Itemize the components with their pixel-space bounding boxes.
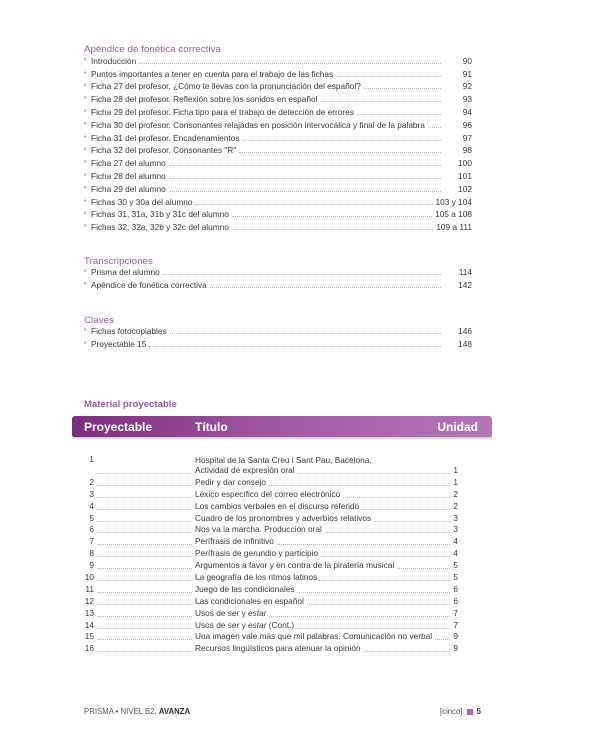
row-title: Pedir y dar consejo	[195, 476, 267, 487]
row-unit: 4	[453, 536, 458, 547]
toc-label: Ficha 28 del profesor. Reflexión sobre los sonidos en español	[91, 94, 318, 105]
row-title: Perífrasis de infinitivo	[195, 536, 274, 547]
transcripciones-title: Transcripciones	[84, 256, 153, 267]
footer-brand-name: PRISMA	[84, 707, 114, 716]
toc-row: • Fichas 30 y 30a del alumno 103 y 104	[84, 196, 472, 207]
table-row	[84, 571, 460, 583]
toc-row: • Ficha 27 del alumno 100	[84, 158, 472, 169]
row-unit: 5	[453, 572, 458, 583]
row-number: 14	[84, 619, 94, 630]
row-unit: 5	[453, 560, 458, 571]
toc-label: Fichas 32, 32a, 32b y 32c del alumno	[91, 222, 229, 233]
toc-row: • Ficha 30 del profesor. Consonantes relajadas en posición intervocálica y final de la palabra 96	[84, 119, 472, 130]
footer-level-name: AVANZA	[158, 707, 191, 716]
row-unit: 9	[453, 643, 458, 654]
table-row	[84, 559, 460, 571]
row-unit: 3	[453, 512, 458, 523]
table-row	[84, 535, 460, 547]
material-table	[84, 453, 460, 654]
toc-page: 96	[462, 119, 472, 130]
row-number: 15	[84, 631, 94, 642]
toc-row: • Ficha 28 del alumno 101	[84, 170, 472, 181]
toc-page: 148	[458, 338, 472, 349]
toc-label: Ficha 32 del profesor. Consonantes "R"	[91, 145, 237, 156]
toc-label: Fichas 30 y 30a del alumno	[91, 196, 193, 207]
row-unit: 4	[453, 548, 458, 559]
row-number: 6	[89, 524, 94, 535]
toc-label: Prisma del alumno	[91, 266, 160, 277]
toc-row: • Introducción 90	[84, 55, 472, 66]
toc-page: 97	[462, 132, 472, 143]
table-row	[84, 476, 460, 488]
toc-page: 146	[458, 325, 472, 336]
toc-label: Ficha 30 del profesor. Consonantes relajadas en posición intervocálica y final de la palabra	[91, 119, 425, 130]
toc-page: 92	[462, 81, 472, 92]
row-title: Nos va la marcha. Producción oral	[195, 524, 322, 535]
toc-row: • Fichas 31, 31a, 31b y 31c del alumno 105 a 108	[84, 209, 472, 220]
table-row	[84, 642, 460, 654]
toc-page: 105 a 108	[435, 209, 472, 220]
table-row	[84, 583, 460, 595]
toc-page: 103 y 104	[435, 196, 472, 207]
toc-label: Ficha 27 del profesor. ¿Cómo te llevas con la pronunciación del español?	[91, 81, 361, 92]
footer-bullet: •	[115, 707, 119, 716]
transcripciones-list	[84, 264, 472, 290]
row-title: Argumentos a favor y en contra de la piratería musical	[195, 560, 395, 571]
table-row	[84, 607, 460, 619]
row-number: 2	[89, 476, 94, 487]
toc-page: 114	[458, 266, 472, 277]
claves-title: Claves	[84, 315, 114, 326]
row-number: 12	[84, 595, 94, 606]
table-row	[84, 512, 460, 524]
toc-row: • Ficha 27 del profesor. ¿Cómo te llevas con la pronunciación del español? 92	[84, 81, 472, 92]
square-icon	[467, 709, 473, 715]
claves-list	[84, 323, 472, 349]
table-row	[84, 547, 460, 559]
row-unit: 7	[453, 619, 458, 630]
row-title: Usos de ser y estar	[195, 607, 267, 618]
footer-page	[440, 707, 481, 716]
row-unit: 2	[453, 488, 458, 499]
toc-row: • Fichas 32, 32a, 32b y 32c del alumno 109 a 111	[84, 222, 472, 233]
row-title: Cuadro de los pronombres y adverbios relativos	[195, 512, 372, 523]
toc-label: Fichas fotocopiables	[91, 325, 167, 336]
toc-row: • Fichas fotocopiables 146	[84, 325, 472, 336]
toc-page: 90	[462, 55, 472, 66]
table-row	[84, 453, 460, 476]
row-title: Perífrasis de gerundio y participio	[195, 548, 319, 559]
row-title: Las condicionales en español	[195, 595, 304, 606]
row-title: La geografía de los ritmos latinos	[195, 572, 318, 583]
toc-row: • Puntos importantes a tener en cuenta para el trabajo de las fichas 91	[84, 68, 472, 79]
row-number: 13	[84, 607, 94, 618]
row-title: Usos de ser y estar (Cont.)	[195, 619, 295, 630]
toc-label: Proyectable 15	[91, 338, 147, 349]
toc-page: 94	[462, 106, 472, 117]
row-unit: 1	[453, 476, 458, 487]
header-titulo: Título	[195, 420, 228, 434]
toc-row: • Prisma del alumno 114	[84, 266, 472, 277]
row-title: Una imagen vale más que mil palabras. Comunicación no verbal	[195, 631, 433, 642]
footer-level: NIVEL B2.	[120, 707, 157, 716]
toc-page: 91	[462, 68, 472, 79]
row-number: 9	[89, 560, 94, 571]
toc-page: 98	[462, 145, 472, 156]
row-title: Los cambios verbales en el discurso referido	[195, 500, 360, 511]
toc-page: 101	[458, 170, 472, 181]
toc-row: • Ficha 32 del profesor. Consonantes "R" 98	[84, 145, 472, 156]
toc-label: Ficha 29 del profesor. Ficha tipo para el trabajo de detección de errores	[91, 106, 354, 117]
row-title-line2: Actividad de expresión oral	[195, 465, 295, 475]
toc-row: • Ficha 31 del profesor. Encadenamientos 97	[84, 132, 472, 143]
header-shadow	[72, 437, 492, 440]
row-title: Léxico específico del correo electrónico	[195, 488, 341, 499]
toc-row: • Ficha 28 del profesor. Reflexión sobre los sonidos en español 93	[84, 94, 472, 105]
apendice-title: Apéndice de fonética correctiva	[84, 44, 221, 55]
row-number: 4	[89, 500, 94, 511]
row-title	[195, 455, 372, 475]
row-number: 8	[89, 548, 94, 559]
header-unidad: Unidad	[437, 420, 478, 434]
toc-page: 109 a 111	[436, 222, 472, 233]
row-unit: 1	[453, 465, 458, 475]
toc-label: Fichas 31, 31a, 31b y 31c del alumno	[91, 209, 229, 220]
toc-row: • Ficha 29 del alumno 102	[84, 183, 472, 194]
row-number: 11	[85, 583, 94, 594]
row-unit: 2	[453, 500, 458, 511]
toc-label: Puntos importantes a tener en cuenta para el trabajo de las fichas	[91, 68, 334, 79]
table-row	[84, 500, 460, 512]
toc-label: Apéndice de fonética correctiva	[91, 279, 207, 290]
material-table-header	[72, 416, 492, 437]
table-row	[84, 488, 460, 500]
toc-label: Introducción	[91, 55, 137, 66]
toc-label: Ficha 28 del alumno	[91, 170, 166, 181]
toc-page: 142	[458, 279, 472, 290]
apendice-list	[84, 53, 472, 232]
footer-page-number: 5	[476, 707, 481, 716]
table-row	[84, 595, 460, 607]
material-title: Material proyectable	[84, 399, 177, 410]
row-title-line1: Hospital de la Santa Creu i Sant Pau, Bacelona.	[195, 455, 372, 465]
row-number: 3	[89, 488, 94, 499]
row-title: Recursos lingüísticos para atenuar la opinión	[195, 643, 361, 654]
row-number: 1	[89, 454, 94, 464]
toc-page: 102	[458, 183, 472, 194]
row-unit: 3	[453, 524, 458, 535]
toc-label: Ficha 27 del alumno	[91, 158, 166, 169]
header-proyectable: Proyectable	[84, 420, 153, 434]
row-unit: 9	[453, 631, 458, 642]
row-number: 5	[89, 512, 94, 523]
footer-page-word: [cinco]	[440, 707, 463, 716]
row-title: Juego de las condicionales	[195, 583, 295, 594]
table-row	[84, 524, 460, 536]
toc-row: • Ficha 29 del profesor. Ficha tipo para el trabajo de detección de errores 94	[84, 106, 472, 117]
row-number: 10	[84, 572, 94, 583]
table-row	[84, 631, 460, 643]
row-unit: 6	[453, 583, 458, 594]
row-number: 7	[89, 536, 94, 547]
toc-row: • Proyectable 15 148	[84, 338, 472, 349]
footer-brand	[84, 707, 190, 716]
table-row	[84, 619, 460, 631]
toc-label: Ficha 31 del profesor. Encadenamientos	[91, 132, 240, 143]
row-number: 16	[84, 643, 94, 654]
toc-row: • Apéndice de fonética correctiva 142	[84, 279, 472, 290]
row-unit: 6	[453, 595, 458, 606]
toc-label: Ficha 29 del alumno	[91, 183, 166, 194]
toc-page: 100	[458, 158, 472, 169]
row-unit: 7	[453, 607, 458, 618]
toc-page: 93	[462, 94, 472, 105]
